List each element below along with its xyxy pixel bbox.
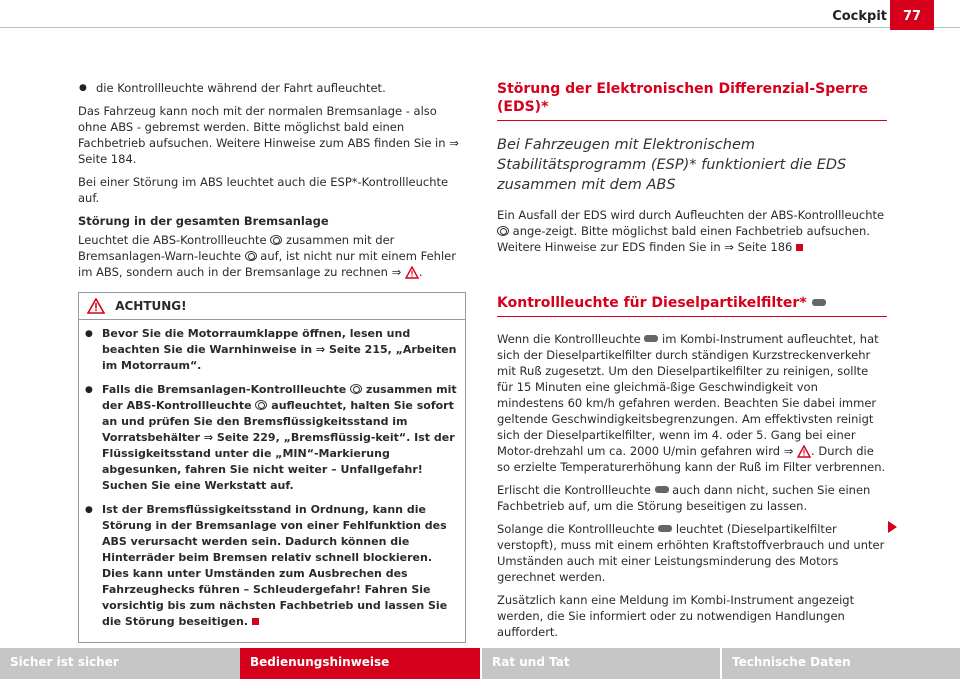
warning-triangle-icon: [797, 445, 811, 458]
subheading: Störung in der gesamten Bremsanlage: [78, 214, 329, 228]
footer-nav: [0, 648, 960, 679]
paragraph: Solange die Kontrollleuchte leuchtet (Dieselpartikelfilter verstopft), muss mit einem erhöhten Kraftstoffverbrauch und unter Umständen auch mit einer Leistungsminderung des Motors gerechnet werden.: [497, 522, 885, 584]
end-mark-icon: [252, 618, 259, 625]
warning-item: ● Ist der Bremsflüssigkeitsstand in Ordnung, kann die Störung in der Bremsanlage von einer Fehlfunktion des ABS verursacht werden sein. Dadurch können die Hinterräder beim Bremsen relativ schnell blockieren. Dies kann unter Umständen zum Ausbrechen des Fahrzeughecks führen – Schleudergefahr! Fahren Sie vorsichtig bis zum nächsten Fachbetrieb und lassen Sie die Störung beseitigen.: [84, 502, 460, 630]
page-number: 77: [890, 0, 934, 30]
bullet-item: ● die Kontrollleuchte während der Fahrt aufleuchtet.: [78, 80, 466, 96]
abs-lamp-icon: [255, 400, 267, 410]
tab-rat-und-tat[interactable]: Rat und Tat: [480, 648, 720, 679]
paragraph: Zusätzlich kann eine Meldung im Kombi-Instrument angezeigt werden, die Sie informiert oder zu notwendigen Handlungen auffordert.: [497, 593, 855, 639]
paragraph: Leuchtet die ABS-Kontrollleuchte zusammen mit der Bremsanlagen-Warn-leuchte auf, ist nicht nur mit einem Fehler im ABS, sondern auch in der Bremsanlage zu rechnen ⇒ .: [78, 233, 456, 279]
paragraph: Ein Ausfall der EDS wird durch Aufleuchten der ABS-Kontrollleuchte ange-zeigt. Bitte möglichst bald einen Fachbetrieb aufsuchen. Weitere Hinweise zur EDS finden Sie in ⇒ Seite 186: [497, 208, 885, 254]
chapter-title: Cockpit: [832, 9, 887, 24]
abs-lamp-icon: [270, 235, 282, 245]
tab-sicher-ist-sicher[interactable]: Sicher ist sicher: [0, 648, 240, 679]
dpf-lamp-icon: [655, 486, 669, 493]
tab-bedienungshinweise[interactable]: Bedienungshinweise: [240, 648, 480, 679]
brake-lamp-icon: [245, 251, 257, 261]
end-mark-icon: [796, 244, 803, 251]
page-header: [0, 0, 960, 34]
dpf-lamp-icon: [644, 335, 658, 342]
section-heading-dpf: Kontrollleuchte für Dieselpartikelfilter*: [497, 294, 887, 317]
paragraph: Erlischt die Kontrollleuchte auch dann nicht, suchen Sie einen Fachbetrieb auf, um die Störung beseitigen zu lassen.: [497, 483, 871, 513]
warning-box-title: ACHTUNG!: [115, 299, 187, 313]
paragraph: Bei einer Störung im ABS leuchtet auch die ESP*-Kontrollleuchte auf.: [78, 175, 449, 205]
right-column: [497, 80, 887, 647]
warning-box-header: [79, 293, 465, 320]
header-rule: [0, 27, 960, 28]
warning-triangle-icon: [87, 298, 105, 314]
warning-item: ● Falls die Bremsanlagen-Kontrollleuchte zusammen mit der ABS-Kontrollleuchte aufleuchtet, halten Sie sofort an und prüfen Sie den Bremsflüssigkeitsstand im Vorratsbehälter ⇒ Seite 229, „Bremsflüssig-keit“. Ist der Flüssigkeitsstand unter die „MIN“-Markierung abgesunken, fahren Sie nicht weiter – Unfallgefahr! Suchen Sie eine Werkstatt auf.: [84, 382, 460, 494]
left-column: [78, 80, 466, 643]
paragraph: Wenn die Kontrollleuchte im Kombi-Instrument aufleuchtet, hat sich der Dieselpartikelfilter durch ständigen Kurzstreckenverkehr mit Ruß zugesetzt. Um den Dieselpartikelfilter zu reinigen, sollte für 15 Minuten eine gleichmä-ßige Geschwindigkeit von mindestens 60 km/h gefahren werden. Beachten Sie dabei immer geltende Geschwindigkeitsbegrenzungen. Am effektivsten reinigt sich der Dieselpartikelfilter, wenn im 4. oder 5. Gang bei einer Motor-drehzahl um ca. 2000 U/min gefahren wird ⇒ . Durch die so erzielte Temperaturerhöhung kann der Ruß im Filter verbrennen.: [497, 332, 886, 474]
dpf-lamp-icon: [658, 525, 672, 532]
warning-triangle-icon: [405, 266, 419, 279]
section-lead: Bei Fahrzeugen mit Elektronischem Stabilitätsprogramm (ESP)* funktioniert die EDS zusammen mit dem ABS: [497, 137, 847, 193]
next-page-arrow-icon[interactable]: [888, 521, 897, 533]
dpf-lamp-icon: [812, 299, 826, 306]
brake-lamp-icon: [350, 384, 362, 394]
abs-lamp-icon: [497, 226, 509, 236]
warning-item: ● Bevor Sie die Motorraumklappe öffnen, lesen und beachten Sie die Warnhinweise in ⇒ Seite 215, „Arbeiten im Motorraum“.: [84, 326, 460, 374]
warning-box-body: [79, 320, 465, 642]
section-heading-eds: Störung der Elektronischen Differenzial-Sperre (EDS)*: [497, 80, 887, 121]
tab-technische-daten[interactable]: Technische Daten: [720, 648, 960, 679]
paragraph: Das Fahrzeug kann noch mit der normalen Bremsanlage - also ohne ABS - gebremst werden. Bitte möglichst bald einen Fachbetrieb aufsuchen. Weitere Hinweise zum ABS finden Sie in ⇒ Seite 184.: [78, 104, 459, 166]
warning-box: [78, 292, 466, 643]
